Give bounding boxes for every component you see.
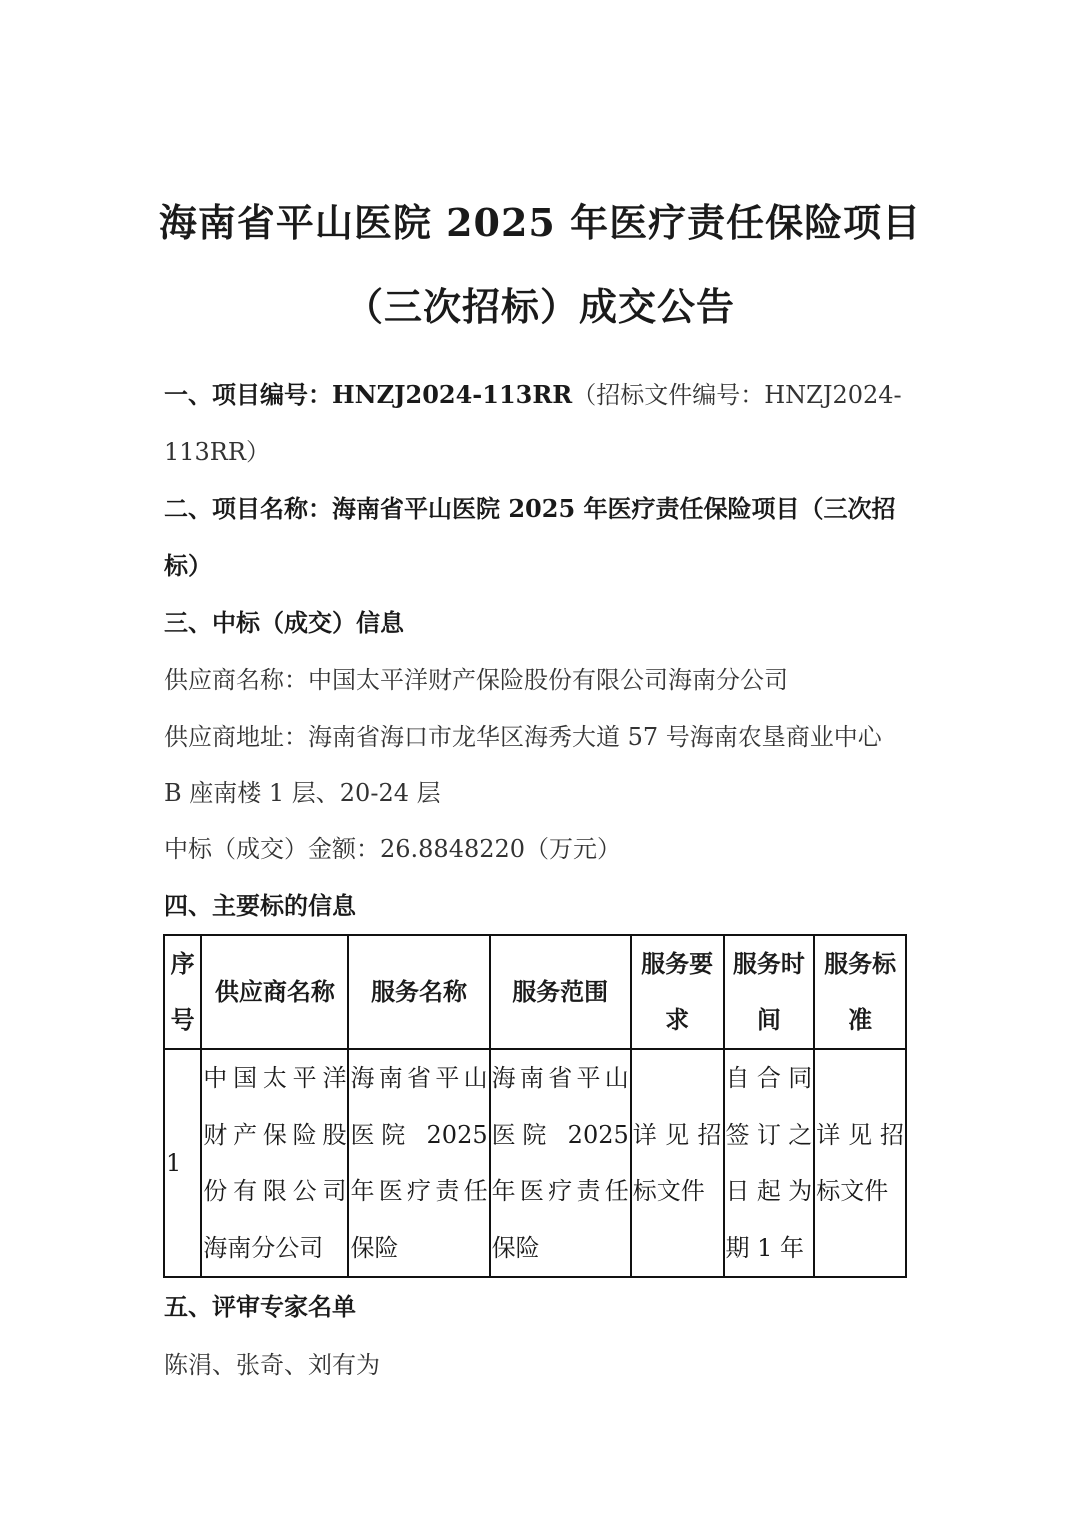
col-header-index: 序号 — [164, 935, 201, 1049]
supplier-address-cont: B 座南楼 1 层、20-24 层 — [164, 779, 441, 807]
col-header-service-requirement: 服务要求 — [631, 935, 724, 1049]
award-info-heading: 三、中标（成交）信息 — [164, 608, 404, 637]
supplier-name: 供应商名称：中国太平洋财产保险股份有限公司海南分公司 — [164, 666, 788, 694]
cell-service-name: 海南省平山医院 2025 年医疗责任保险 — [348, 1049, 489, 1277]
col-header-supplier: 供应商名称 — [201, 935, 348, 1049]
expert-list-heading: 五、评审专家名单 — [164, 1292, 356, 1321]
page-subtitle: （三次招标）成交公告 — [344, 284, 735, 329]
project-name-label: 二、项目名称： — [164, 494, 332, 523]
cell-service-period: 自合同签订之日起为期 1 年 — [724, 1049, 815, 1277]
project-number-value: HNZJ2024-113RR — [332, 380, 573, 409]
table-row — [164, 1049, 906, 1277]
tender-file-number-note-cont: 113RR） — [164, 438, 270, 466]
expert-list: 陈涓、张奇、刘有为 — [164, 1351, 380, 1379]
project-name-line — [164, 494, 896, 524]
col-header-service-name: 服务名称 — [348, 935, 489, 1049]
project-number-label: 一、项目编号： — [164, 380, 332, 409]
col-header-service-period: 服务时间 — [724, 935, 815, 1049]
cell-service-requirement: 详见招标文件 — [631, 1049, 724, 1277]
award-amount: 中标（成交）金额：26.8848220（万元） — [164, 835, 622, 863]
subject-info-table — [163, 934, 907, 1278]
col-header-service-scope: 服务范围 — [490, 935, 631, 1049]
subject-info-heading: 四、主要标的信息 — [164, 891, 356, 920]
project-number-line — [164, 380, 902, 410]
supplier-address: 供应商地址：海南省海口市龙华区海秀大道 57 号海南农垦商业中心 — [164, 723, 882, 751]
table-header-row — [164, 935, 906, 1049]
cell-supplier: 中国太平洋财产保险股份有限公司海南分公司 — [201, 1049, 348, 1277]
cell-service-scope: 海南省平山医院 2025 年医疗责任保险 — [490, 1049, 631, 1277]
col-header-service-standard: 服务标准 — [814, 935, 906, 1049]
cell-index: 1 — [164, 1049, 201, 1277]
cell-service-standard: 详见招标文件 — [814, 1049, 906, 1277]
page-title: 海南省平山医院 2025 年医疗责任保险项目 — [158, 200, 922, 245]
tender-file-number-note: （招标文件编号：HNZJ2024- — [572, 381, 902, 409]
project-name-value-cont: 标） — [164, 551, 212, 580]
project-name-value: 海南省平山医院 2025 年医疗责任保险项目（三次招 — [332, 494, 896, 523]
